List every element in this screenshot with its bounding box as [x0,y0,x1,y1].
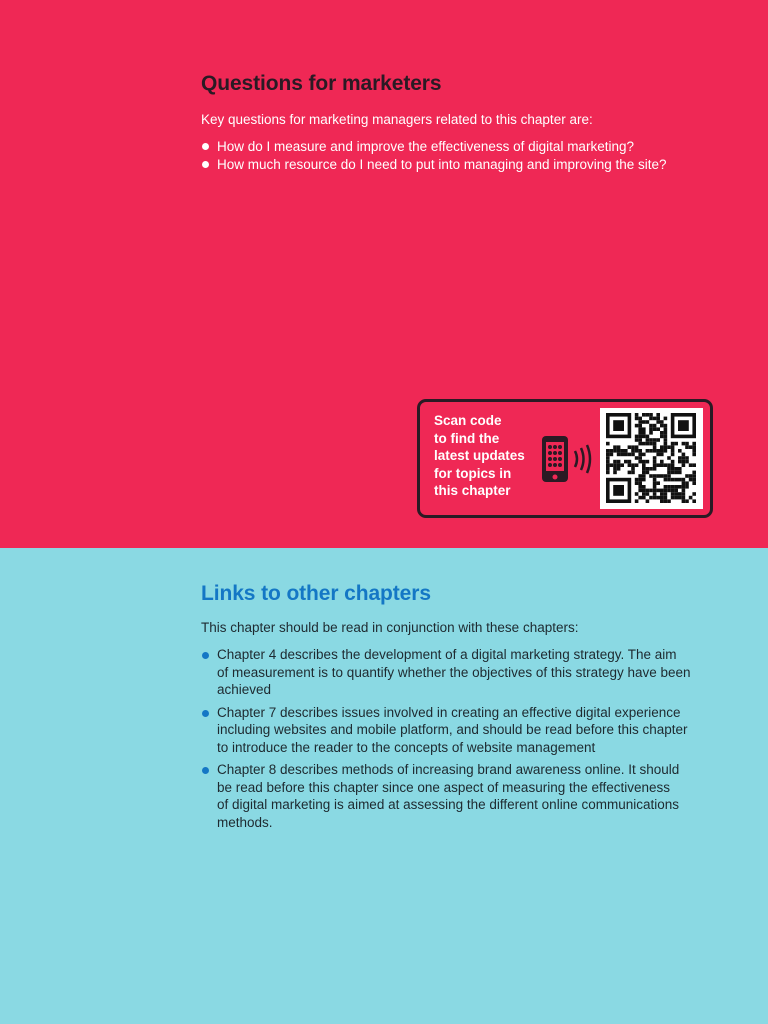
questions-list [201,138,713,173]
bullet-icon [202,767,209,774]
links-list [201,646,713,831]
qr-code-icon[interactable] [600,408,703,509]
questions-intro: Key questions for marketing managers related to this chapter are: [201,112,593,127]
list-item: Chapter 8 describes methods of increasing brand awareness online. It should be read before this chapter since one aspect of measuring the effectiveness of digital marketing is aimed at assessing the different online communications methods. [201,761,713,831]
questions-title: Questions for marketers [201,72,442,95]
list-item: How do I measure and improve the effectiveness of digital marketing? [201,138,713,156]
bullet-icon [202,143,209,150]
links-title: Links to other chapters [201,582,431,605]
bullet-icon [202,710,209,717]
questions-content [201,72,713,173]
list-item: Chapter 4 describes the development of a digital marketing strategy. The aim of measurement is to quantify whether the objectives of this strategy have been achieved [201,646,713,699]
phone-signal-icon [540,434,596,486]
links-intro: This chapter should be read in conjunction with these chapters: [201,620,579,635]
links-section [0,548,768,1024]
scan-code-box [417,399,713,518]
links-content [201,582,713,836]
list-item: Chapter 7 describes issues involved in creating an effective digital experience including websites and mobile platform, and should be read before this chapter to introduce the reader to the concepts of website management [201,704,713,757]
list-item: How much resource do I need to put into managing and improving the site? [201,156,713,174]
bullet-icon [202,161,209,168]
bullet-icon [202,652,209,659]
scan-code-text: Scan code to find the latest updates for topics in this chapter [434,413,525,499]
